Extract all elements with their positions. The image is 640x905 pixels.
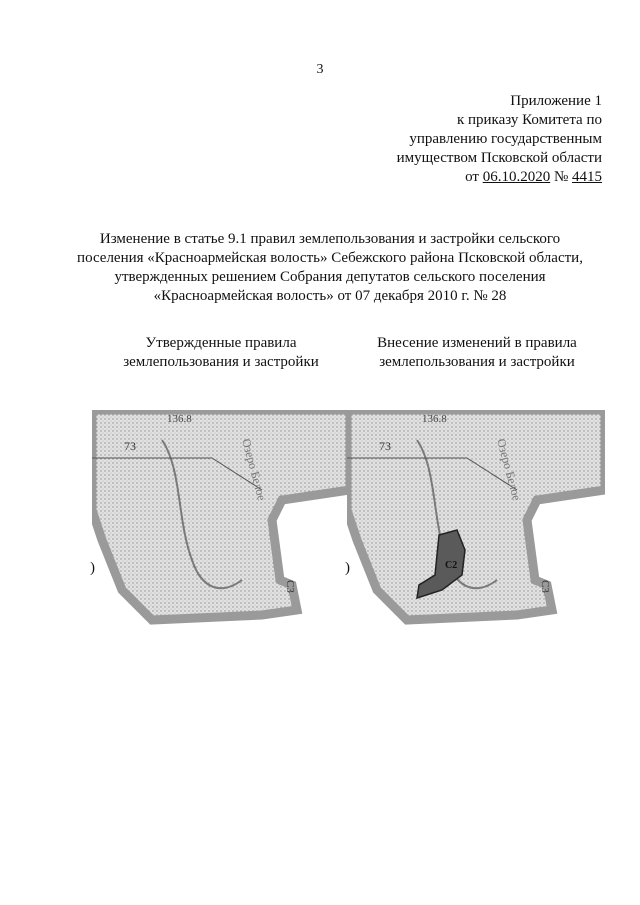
contour-label: 136.8: [167, 413, 192, 425]
water-label: Озеро Белое: [239, 437, 270, 503]
right-title-line-2: землепользования и застройки: [379, 354, 575, 370]
left-column-title: [96, 334, 346, 372]
number-prefix: №: [553, 169, 569, 185]
parcel-label: 73: [124, 439, 136, 453]
order-date: 06.10.2020: [482, 169, 551, 185]
page-number: 3: [316, 62, 324, 77]
contour-label: 136.8: [422, 413, 447, 425]
map-approved: [92, 410, 350, 640]
appendix-line-1: Приложение 1: [510, 93, 602, 109]
appendix-date-line: [397, 168, 602, 187]
road-label: С3: [284, 580, 296, 593]
appendix-line-4: имуществом Псковской области: [396, 150, 602, 166]
date-prefix: от: [465, 169, 479, 185]
left-title-line-1: Утвержденные правила: [145, 335, 297, 351]
title-line-4: «Красноармейская волость» от 07 декабря 2010 г. № 28: [153, 288, 507, 304]
appendix-line-3: управлению государственным: [409, 131, 602, 147]
right-title-line-1: Внесение изменений в правила: [377, 335, 577, 351]
map-proposed: [347, 410, 605, 640]
title-line-1: Изменение в статье 9.1 правил землепользования и застройки сельского: [99, 231, 561, 247]
road-label: С3: [539, 580, 551, 593]
document-title: [70, 230, 590, 306]
zone-label: C2: [445, 560, 458, 571]
left-paren: ): [90, 560, 95, 576]
title-line-3: утвержденных решением Собрания депутатов сельского поселения: [114, 269, 546, 285]
parcel-label: 73: [379, 439, 391, 453]
right-paren: ): [345, 560, 350, 576]
appendix-line-2: к приказу Комитета по: [456, 112, 602, 128]
appendix-block: [397, 92, 602, 187]
right-column-title: [352, 334, 602, 372]
left-title-line-2: землепользования и застройки: [123, 354, 319, 370]
water-label: Озеро Белое: [494, 437, 525, 503]
order-number: 4415: [572, 169, 602, 185]
title-line-2: поселения «Красноармейская волость» Себежского района Псковской области,: [77, 250, 583, 266]
